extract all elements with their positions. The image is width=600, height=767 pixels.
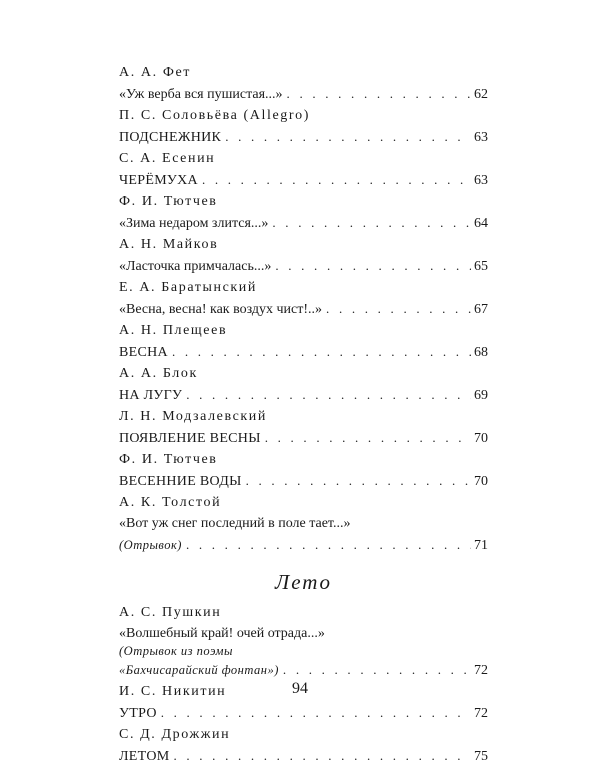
dot-leader xyxy=(326,298,471,319)
page-ref: 68 xyxy=(474,345,488,360)
dot-leader xyxy=(275,255,471,276)
toc-entry xyxy=(119,62,488,105)
toc-entry xyxy=(119,724,488,767)
author-name: А. А. Блок xyxy=(119,366,198,381)
dot-leader xyxy=(186,384,471,405)
toc-entry xyxy=(119,406,488,449)
page-ref: 63 xyxy=(474,130,488,145)
toc-entry xyxy=(119,449,488,492)
toc-line xyxy=(119,427,488,449)
author-name: А. К. Толстой xyxy=(119,495,222,510)
toc-line xyxy=(119,534,488,556)
poem-title: УТРО xyxy=(119,706,157,721)
poem-title: ЧЕРЁМУХА xyxy=(119,173,198,188)
page-ref: 69 xyxy=(474,388,488,403)
author-name: С. Д. Дрожжин xyxy=(119,727,231,742)
toc-line xyxy=(119,126,488,148)
dot-leader xyxy=(246,470,471,491)
author-name: А. А. Фет xyxy=(119,65,192,80)
toc-entry xyxy=(119,602,488,681)
dot-leader xyxy=(202,169,471,190)
page-number: 94 xyxy=(292,680,308,697)
toc-line xyxy=(119,169,488,191)
author-name: А. Н. Майков xyxy=(119,237,219,252)
dot-leader xyxy=(272,212,471,233)
toc-line xyxy=(119,83,488,105)
toc-line xyxy=(119,212,488,234)
author-name: П. С. Соловьёва (Allegro) xyxy=(119,108,311,123)
toc-entry xyxy=(119,363,488,406)
author-name: Е. А. Баратынский xyxy=(119,280,257,295)
page-ref: 62 xyxy=(474,87,488,102)
poem-title: «Весна, весна! как воздух чист!..» xyxy=(119,302,323,317)
poem-title: «Вот уж снег последний в поле тает...» xyxy=(119,516,351,531)
page-ref: 72 xyxy=(474,706,488,721)
poem-title: ПОЯВЛЕНИЕ ВЕСНЫ xyxy=(119,431,261,446)
toc-line xyxy=(119,298,488,320)
dot-leader xyxy=(225,126,471,147)
page-ref: 65 xyxy=(474,259,488,274)
section-heading: Лето xyxy=(275,570,332,594)
poem-note: (Отрывок) xyxy=(119,538,182,552)
toc-line xyxy=(119,470,488,492)
author-name: А. С. Пушкин xyxy=(119,605,222,620)
page-ref: 63 xyxy=(474,173,488,188)
page-ref: 71 xyxy=(474,538,488,553)
poem-title: «Ласточка примчалась...» xyxy=(119,259,272,274)
poem-title: ВЕСНА xyxy=(119,345,168,360)
poem-title: «Волшебный край! очей отрада...» xyxy=(119,626,325,641)
poem-title: ЛЕТОМ xyxy=(119,749,170,764)
toc-entry xyxy=(119,191,488,234)
poem-title: «Зима недаром злится...» xyxy=(119,216,269,231)
toc-line xyxy=(119,341,488,363)
poem-title: ПОДСНЕЖНИК xyxy=(119,130,222,145)
toc-line xyxy=(119,384,488,406)
author-name: Ф. И. Тютчев xyxy=(119,452,218,467)
toc-line xyxy=(119,702,488,724)
author-name: Л. Н. Модзалевский xyxy=(119,409,267,424)
page-ref: 70 xyxy=(474,474,488,489)
toc-line xyxy=(119,255,488,277)
page-ref: 67 xyxy=(474,302,488,317)
author-name: С. А. Есенин xyxy=(119,151,216,166)
dot-leader xyxy=(161,702,471,723)
poem-note: (Отрывок из поэмы xyxy=(119,644,233,658)
author-name: Ф. И. Тютчев xyxy=(119,194,218,209)
toc-entry xyxy=(119,320,488,363)
dot-leader xyxy=(172,341,471,362)
poem-title: «Уж верба вся пушистая...» xyxy=(119,87,283,102)
toc-entry xyxy=(119,105,488,148)
poem-note: «Бахчисарайский фонтан») xyxy=(119,663,279,677)
page-ref: 75 xyxy=(474,749,488,764)
dot-leader xyxy=(283,659,471,680)
page-ref: 64 xyxy=(474,216,488,231)
author-name: А. Н. Плещеев xyxy=(119,323,228,338)
toc-entry xyxy=(119,277,488,320)
dot-leader xyxy=(265,427,471,448)
dot-leader xyxy=(173,745,471,766)
poem-title: ВЕСЕННИЕ ВОДЫ xyxy=(119,474,242,489)
toc-line xyxy=(119,659,488,681)
page-ref: 72 xyxy=(474,663,488,678)
dot-leader xyxy=(287,83,471,104)
toc-entry xyxy=(119,492,488,556)
page-ref: 70 xyxy=(474,431,488,446)
author-name: И. С. Никитин xyxy=(119,684,227,699)
poem-title: НА ЛУГУ xyxy=(119,388,183,403)
toc-entry xyxy=(119,148,488,191)
toc-entry xyxy=(119,234,488,277)
dot-leader xyxy=(186,534,471,555)
toc-line xyxy=(119,745,488,767)
table-of-contents xyxy=(119,62,488,767)
